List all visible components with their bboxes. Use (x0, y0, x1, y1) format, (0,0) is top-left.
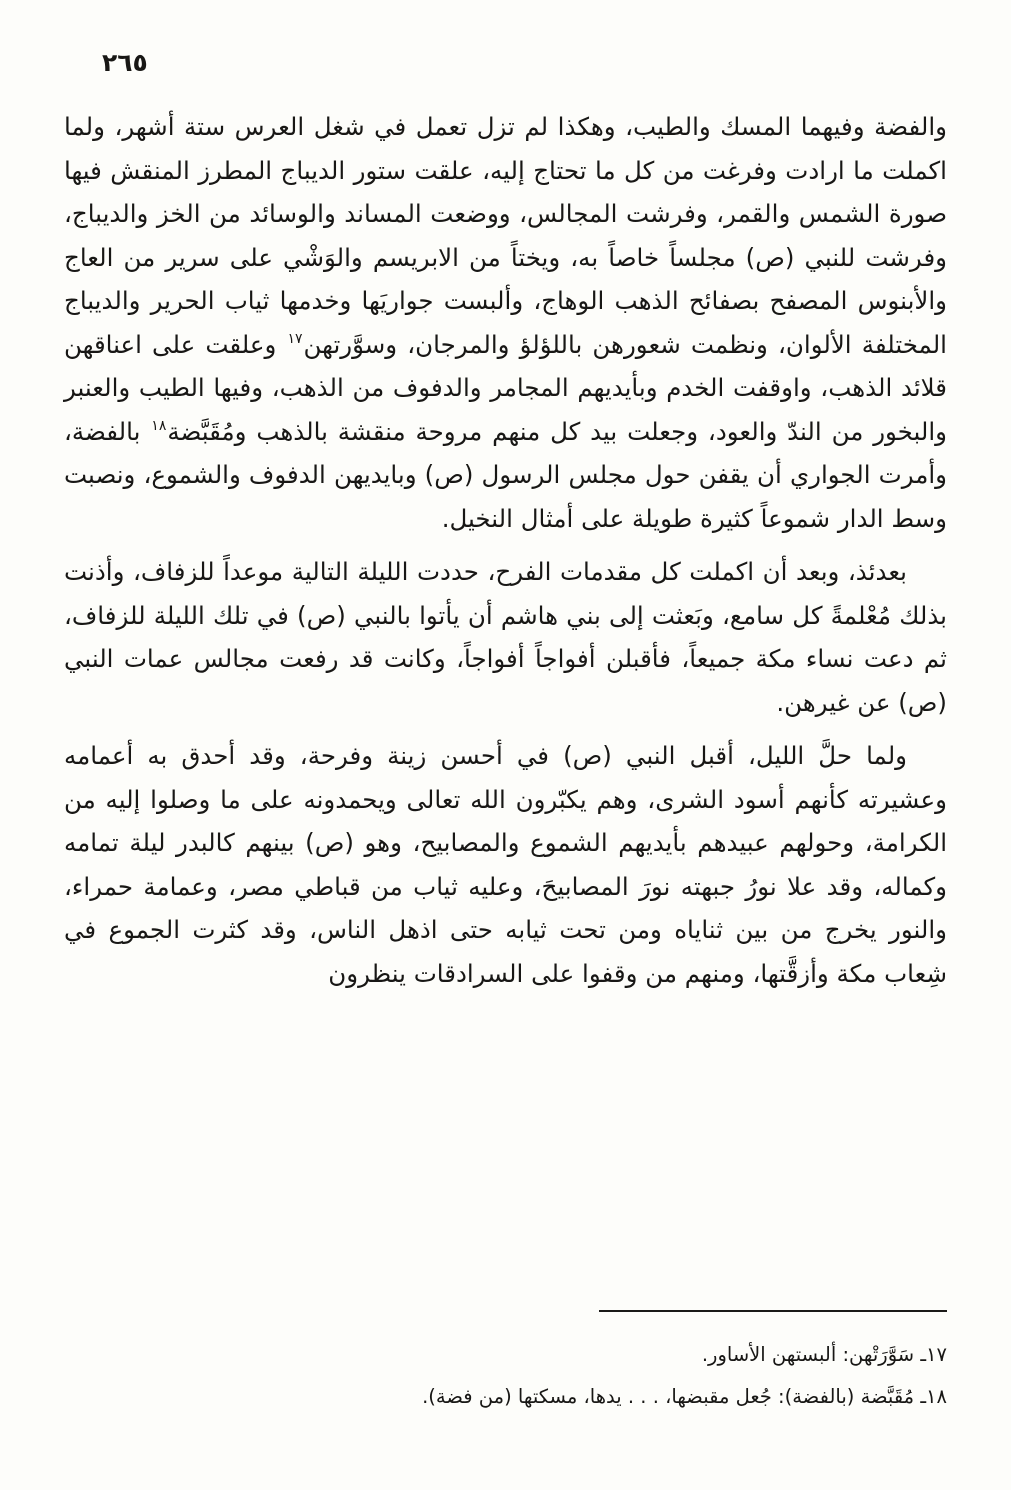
footnote-ref-18: ١٨ (151, 418, 167, 435)
paragraph-2: بعدئذ، وبعد أن اكملت كل مقدمات الفرح، حددت الليلة التالية موعداً للزفاف، وأذنت بذلك مُعْلمةً كل سامع، وبَعثت إلى بني هاشم أن يأتوا بالنبي (ص) في تلك الليلة للزفاف، ثم دعت نساء مكة جميعاً، فأقبلن أفواجاً أفواجاً، وكانت قد رفعت مجالس عمات النبي (ص) عن غيرهن. (64, 557, 947, 717)
paragraph-1-text-c: بالفضة، وأمرت الجواري أن يقفن حول مجلس الرسول (ص) وبايديهن الدفوف والشموع، ونصبت وسط الدار شموعاً كثيرة طويلة على أمثال النخيل. (64, 416, 947, 533)
paragraph-3: ولما حلَّ الليل، أقبل النبي (ص) في أحسن زينة وفرحة، وقد أحدق به أعمامه وعشيرته كأنهم أسود الشرى، وهم يكبّرون الله تعالى ويحمدونه على ما وصلوا إليه من الكرامة، وحولهم عبيدهم بأيديهم الشموع والمصابيح، وهو (ص) بينهم كالبدر ليلة تمامه وكماله، وقد علا نورُ جبهته نورَ المصابيحَ، وعليه ثياب من قباطي مصر، وعمامة حمراء، والنور يخرج من بين ثناياه ومن تحت ثيابه حتى اذهل الناس، وقد كثرت الجموع في شِعاب مكة وأزقَّتها، ومنهم من وقفوا على السرادقات ينظرون (64, 741, 947, 988)
footnotes-section (64, 1310, 947, 1418)
paragraph-1-text-a: والفضة وفيهما المسك والطيب، وهكذا لم تزل تعمل في شغل العرس ستة أشهر، ولما اكملت ما ارادت وفرغت من كل ما تحتاج إليه، علقت ستور الديباج المطرز المنقش فيها صورة الشمس والقمر، وفرشت المجالس، ووضعت المساند والوسائد من الخز والديباج، وفرشت للنبي (ص) مجلساً خاصاً به، ويختاً من الابريسم والوَشْي على سرير من العاج والأبنوس المصفح بصفائح الذهب الوهاج، وألبست جواريَها وخدمها ثياب الحرير والديباج المختلفة الألوان، ونظمت شعورهن باللؤلؤ والمرجان، وسوَّرتهن (64, 112, 947, 359)
footnote-ref-17: ١٧ (287, 331, 303, 348)
paragraph-1 (64, 105, 947, 540)
footnote-18: ١٨ـ مُقَبَّضة (بالفضة): جُعل مقبضها، . . . يدها، مسكتها (من فضة). (422, 1385, 947, 1408)
footnote-separator (599, 1310, 947, 1312)
page-number: ٢٦٥ (102, 48, 148, 77)
paragraph-1-text-b: وعلقت على اعناقهن قلائد الذهب، واوقفت الخدم وبأيديهم المجامر والدفوف من الذهب، وفيها الطيب والعنبر والبخور من الندّ والعود، وجعلت بيد كل منهم مروحة منقشة بالذهب ومُقَبَّضة (64, 329, 947, 446)
footnote-17: ١٧ـ سَوَّرَتْهن: ألبستهن الأساور. (701, 1343, 947, 1366)
page-body (64, 105, 947, 995)
